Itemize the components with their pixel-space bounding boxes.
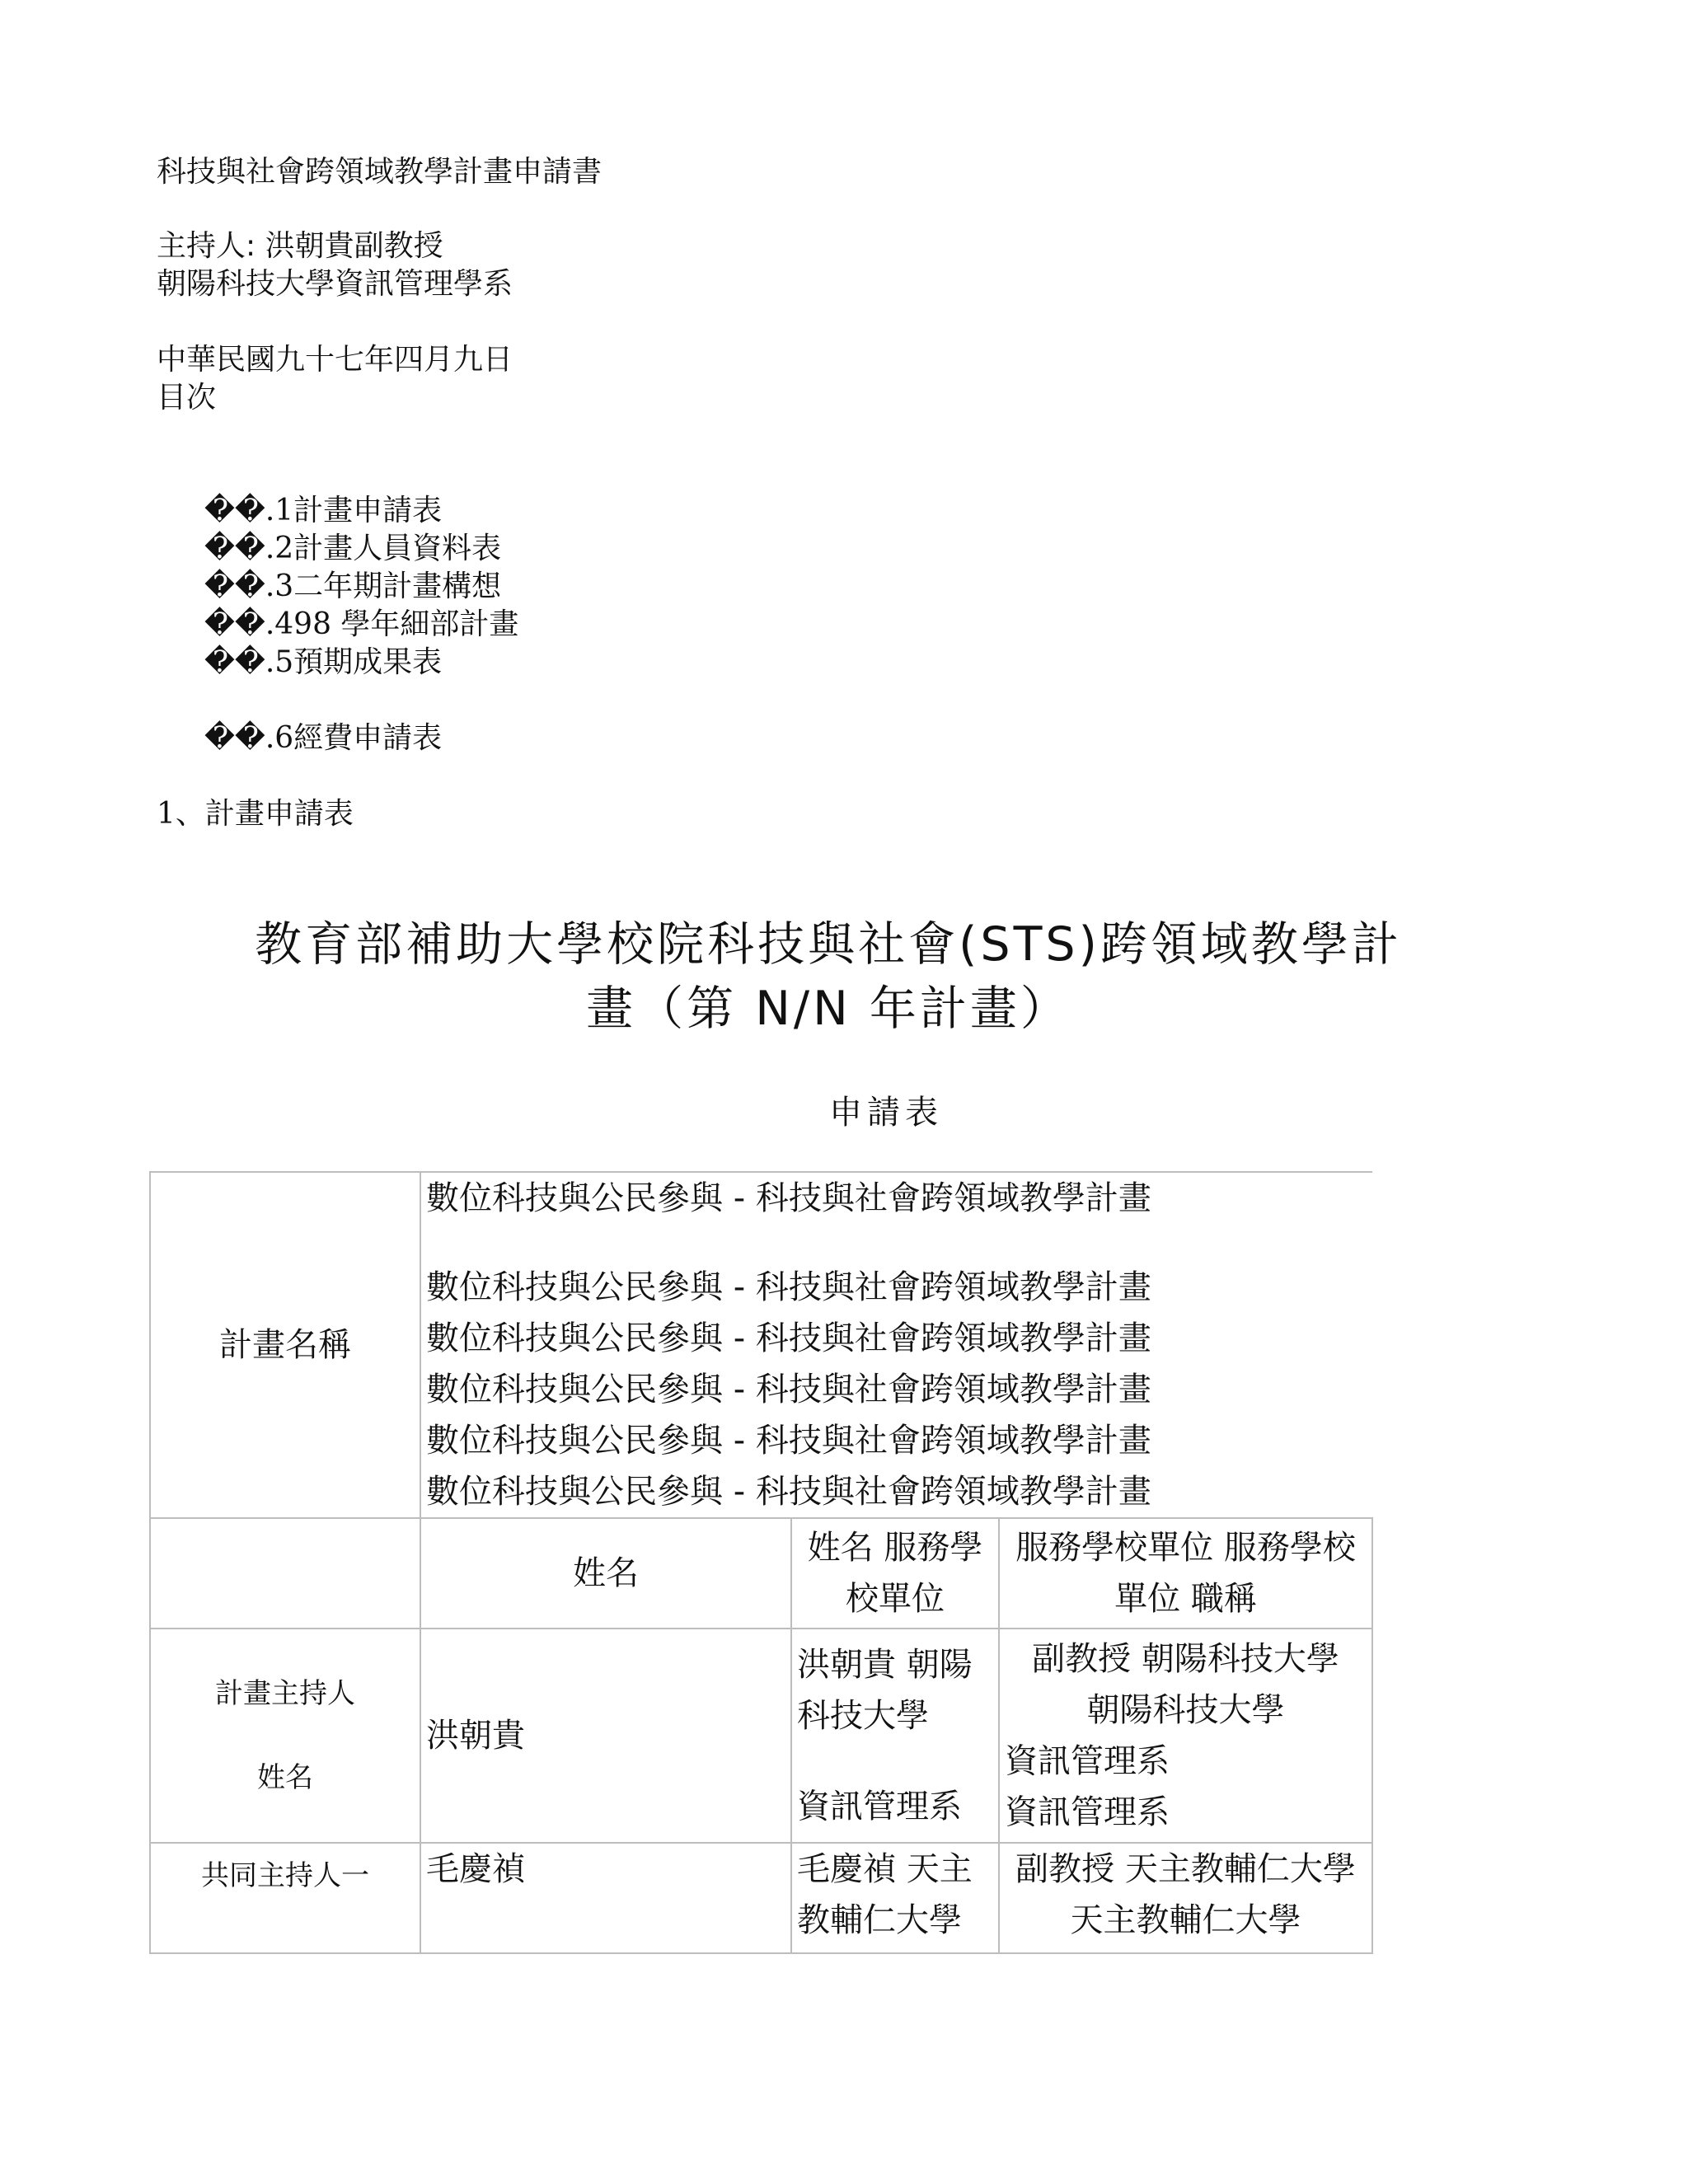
pi-role: 計畫主持人 [215,1677,355,1710]
table-header-row [150,1518,1372,1629]
pi-role-cell [150,1629,420,1843]
pi-unit: 洪朝貴 朝陽科技大學 [797,1646,973,1735]
copi-title: 副教授 天主教輔仁大學 天主教輔仁大學 [999,1843,1372,1953]
pi-title-cell [999,1629,1372,1843]
copi-name: 毛慶禎 [420,1843,791,1953]
toc-heading: 目次 [157,381,217,415]
pi-title-school: 朝陽科技大學 [1086,1691,1285,1729]
project-name: 數位科技與公民參與 - 科技與社會跨領域教學計畫 [426,1473,1151,1511]
form-title-line1: 教育部補助大學校院科技與社會(STS)跨領域教學計 [255,917,1402,972]
table-row [150,1843,1372,1953]
pi-title-dept: 資訊管理系 [1005,1742,1170,1780]
pi-title: 副教授 朝陽科技大學 [1032,1640,1339,1678]
blank-header-cell [150,1518,420,1629]
project-name-row [150,1172,1372,1518]
toc-item[interactable]: ��.1計畫申請表 [204,494,443,527]
toc-item[interactable]: ��.498 學年細部計畫 [204,607,519,641]
header-unit: 姓名 服務學校單位 [791,1518,999,1629]
pi-title-dept: 資訊管理系 [1005,1793,1170,1831]
pi-name: 洪朝貴 [420,1629,791,1843]
copi-unit: 毛慶禎 天主教輔仁大學 [791,1843,999,1953]
project-name: 數位科技與公民參與 - 科技與社會跨領域教學計畫 [426,1319,1151,1357]
document-title: 科技與社會跨領域教學計畫申請書 [157,155,603,189]
host-line: 主持人: 洪朝貴副教授 [157,229,443,263]
form-subtitle: 申請表 [829,1094,943,1132]
pi-unit-cell [791,1629,999,1843]
project-name-cell [420,1172,1372,1518]
department-line: 朝陽科技大學資訊管理學系 [157,267,513,301]
date-line: 中華民國九十七年四月九日 [157,343,513,377]
pi-role-sub: 姓名 [257,1761,313,1794]
table-row [150,1629,1372,1843]
project-name: 數位科技與公民參與 - 科技與社會跨領域教學計畫 [426,1179,1151,1217]
toc-item[interactable]: ��.2計畫人員資料表 [204,532,502,565]
toc-item[interactable]: ��.5預期成果表 [204,645,443,679]
project-name-label: 計畫名稱 [150,1172,420,1518]
project-name: 數位科技與公民參與 - 科技與社會跨領域教學計畫 [426,1371,1151,1408]
pi-unit-dept: 資訊管理系 [797,1788,962,1825]
project-name: 數位科技與公民參與 - 科技與社會跨領域教學計畫 [426,1268,1151,1306]
form-title-line2: 畫（第 N/N 年計畫） [586,982,1071,1036]
project-name: 數位科技與公民參與 - 科技與社會跨領域教學計畫 [426,1422,1151,1460]
toc-item[interactable]: ��.3二年期計畫構想 [204,569,502,603]
header-name: 姓名 [420,1518,791,1629]
copi-role: 共同主持人一 [150,1843,420,1953]
section-heading: 1、計畫申請表 [157,797,354,831]
toc-item[interactable]: ��.6經費申請表 [204,721,443,755]
application-table [149,1171,1373,1954]
header-title: 服務學校單位 服務學校單位 職稱 [999,1518,1372,1629]
